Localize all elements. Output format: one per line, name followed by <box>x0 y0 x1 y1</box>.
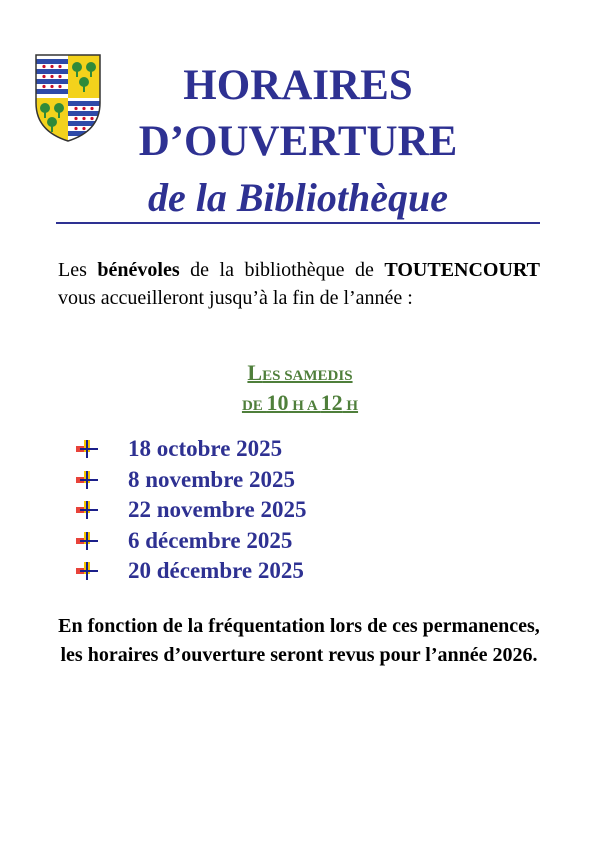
schedule-hours-de: DE <box>241 398 267 414</box>
date-text: 18 octobre 2025 <box>128 436 283 461</box>
title-line-ouverture: D’OUVERTURE <box>138 118 458 165</box>
schedule-days-rest: ES SAMEDIS <box>262 368 353 384</box>
title-line-bibliotheque: de la Bibliothèque <box>148 175 448 220</box>
intro-benevoles: bénévoles <box>97 259 180 281</box>
intro-text-2: de la bibliothèque de <box>179 259 385 281</box>
schedule-hours-start: 10 <box>266 390 289 415</box>
date-text: 8 novembre 2025 <box>128 466 295 492</box>
bullet-icon <box>74 438 100 460</box>
schedule-hours-end: 12 <box>320 390 343 415</box>
schedule-hours-h: H <box>342 398 359 414</box>
list-item <box>74 495 514 526</box>
bullet-icon <box>74 530 100 552</box>
date-text: 20 décembre 2025 <box>128 558 304 583</box>
list-item <box>74 434 514 465</box>
schedule-days-cap: L <box>247 360 263 385</box>
bullet-icon <box>74 499 100 521</box>
bullet-icon <box>74 469 100 491</box>
intro-text-3: vous accueilleront jusqu’à la fin de l’année : <box>58 287 413 309</box>
intro-paragraph <box>58 256 540 312</box>
title-line-horaires: HORAIRES <box>183 62 413 109</box>
list-item <box>74 526 514 557</box>
date-text: 6 décembre 2025 <box>128 527 293 553</box>
list-item <box>74 556 514 587</box>
title-underline <box>56 222 540 224</box>
bullet-icon <box>74 560 100 582</box>
dates-list <box>74 434 514 587</box>
list-item <box>74 465 514 496</box>
schedule-days <box>100 358 500 391</box>
date-text: 22 novembre 2025 <box>128 497 307 522</box>
schedule-hours <box>100 388 500 421</box>
schedule-hours-ha: H A <box>288 398 321 414</box>
footer-note: En fonction de la fréquentation lors de ces permanences, les horaires d’ouverture seront revus pour l’année 2026. <box>58 615 540 666</box>
intro-text-1: Les <box>58 259 98 281</box>
intro-toutencourt: TOUTENCOURT <box>384 259 540 281</box>
